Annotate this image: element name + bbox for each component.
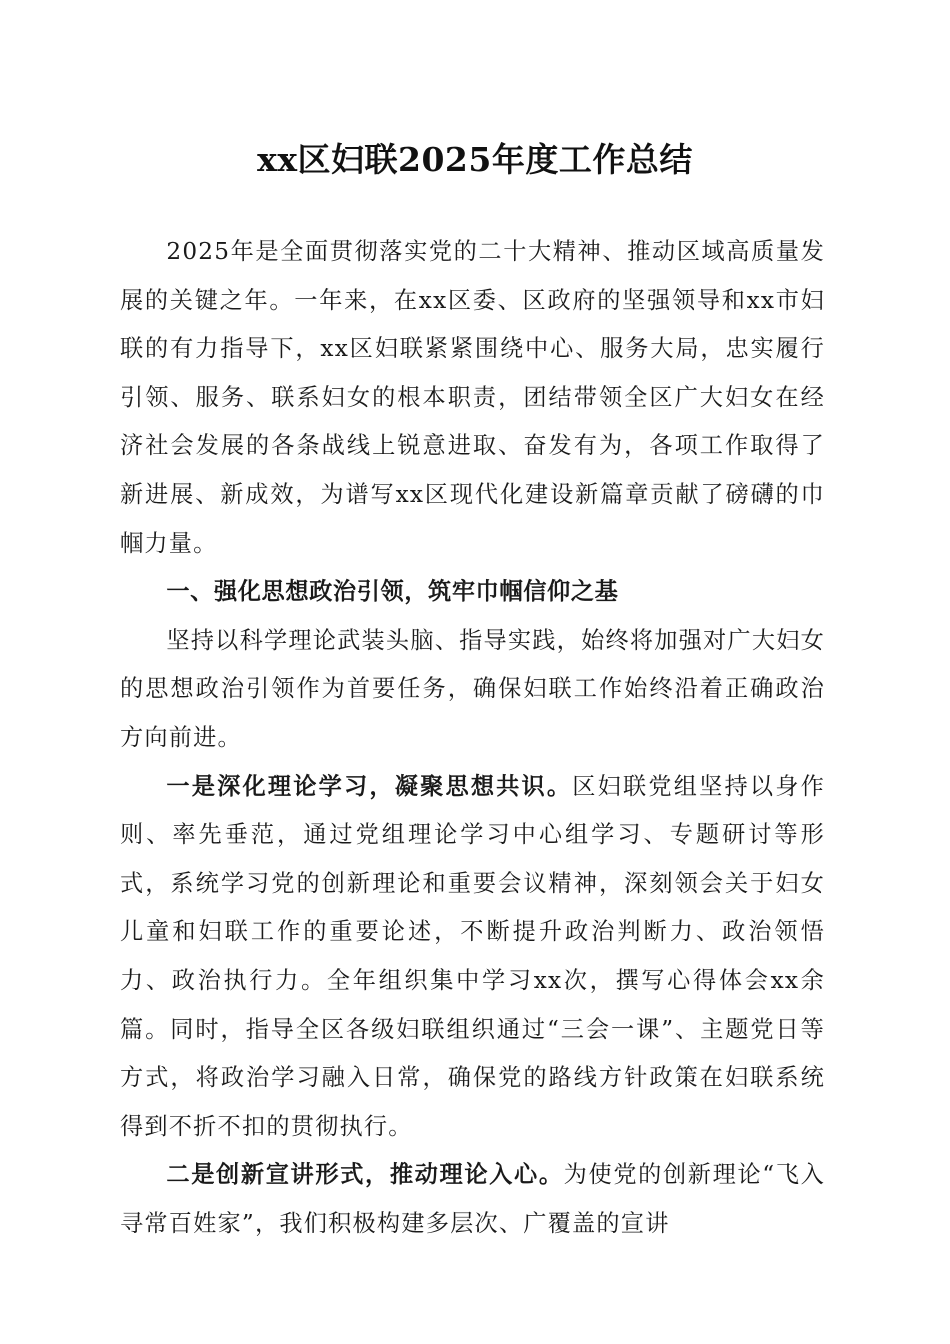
item-text: 为使党的创新理论“飞入寻常百姓家”，我们积极构建多层次、广覆盖的宣讲 <box>120 1161 825 1237</box>
item-paragraph-1 <box>120 763 825 1152</box>
item-text: 区妇联党组坚持以身作则、率先垂范，通过党组理论学习中心组学习、专题研讨等形式，系统学习党的创新理论和重要会议精神，深刻领会关于妇女儿童和妇联工作的重要论述，不断提升政治判断力、政治领悟力、政治执行力。全年组织集中学习xx次，撰写心得体会xx余篇。同时，指导全区各级妇联组织通过“三会一课”、主题党日等方式，将政治学习融入日常，确保党的路线方针政策在妇联系统得到不折不扣的贯彻执行。 <box>120 772 826 1140</box>
section-summary-paragraph: 坚持以科学理论武装头脑、指导实践，始终将加强对广大妇女的思想政治引领作为首要任务，确保妇联工作始终沿着正确政治方向前进。 <box>120 626 825 751</box>
document-title: xx区妇联2025年度工作总结 <box>257 140 693 179</box>
item-paragraph-2 <box>120 1151 825 1248</box>
document-body <box>120 228 825 1248</box>
intro-paragraph: 2025年是全面贯彻落实党的二十大精神、推动区域高质量发展的关键之年。一年来，在xx区委、区政府的坚强领导和xx市妇联的有力指导下，xx区妇联紧紧围绕中心、服务大局，忠实履行引领、服务、联系妇女的根本职责，团结带领全区广大妇女在经济社会发展的各条战线上锐意进取、奋发有为，各项工作取得了新进展、新成效，为谱写xx区现代化建设新篇章贡献了磅礴的巾帼力量。 <box>120 238 825 557</box>
item-lead: 二是创新宣讲形式，推动理论入心。 <box>166 1161 564 1189</box>
item-lead: 一是深化理论学习，凝聚思想共识。 <box>166 772 573 800</box>
section-heading: 一、强化思想政治引领，筑牢巾帼信仰之基 <box>166 578 619 606</box>
